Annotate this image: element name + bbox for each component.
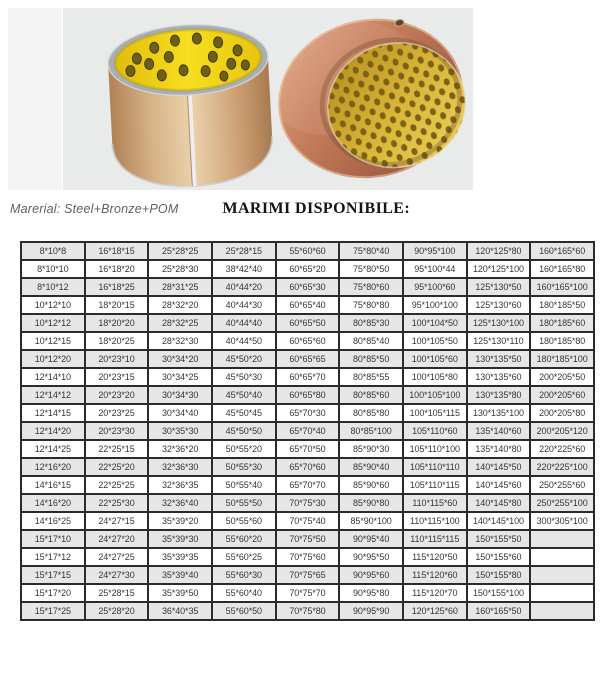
size-cell: 14*16*25	[21, 512, 85, 530]
size-cell: 12*14*15	[21, 404, 85, 422]
size-cell: 80*85*55	[339, 368, 403, 386]
size-cell: 220*225*100	[530, 458, 594, 476]
size-cell: 100*105*50	[403, 332, 467, 350]
size-cell: 90*95*50	[339, 548, 403, 566]
size-cell: 20*23*20	[85, 386, 149, 404]
size-cell: 10*12*20	[21, 350, 85, 368]
size-cell: 60*65*65	[276, 350, 340, 368]
size-cell: 75*80*50	[339, 260, 403, 278]
size-cell: 8*10*10	[21, 260, 85, 278]
size-cell: 14*16*15	[21, 476, 85, 494]
size-cell: 35*39*50	[148, 584, 212, 602]
size-cell: 250*255*60	[530, 476, 594, 494]
size-cell: 22*25*15	[85, 440, 149, 458]
size-cell: 50*55*60	[212, 512, 276, 530]
size-cell: 28*32*20	[148, 296, 212, 314]
table-row	[21, 278, 594, 296]
size-cell: 32*36*30	[148, 458, 212, 476]
size-cell: 36*40*35	[148, 602, 212, 620]
size-cell: 30*34*25	[148, 368, 212, 386]
size-cell: 85*90*40	[339, 458, 403, 476]
size-cell: 200*205*60	[530, 386, 594, 404]
size-cell: 25*28*20	[85, 602, 149, 620]
size-cell: 70*75*40	[276, 512, 340, 530]
size-cell: 75*80*40	[339, 242, 403, 260]
size-cell: 85*90*30	[339, 440, 403, 458]
size-cell: 12*14*10	[21, 368, 85, 386]
table-row	[21, 386, 594, 404]
size-cell: 135*140*80	[467, 440, 531, 458]
size-cell: 140*145*100	[467, 512, 531, 530]
size-cell: 22*25*30	[85, 494, 149, 512]
size-cell: 70*75*70	[276, 584, 340, 602]
size-cell: 110*115*60	[403, 494, 467, 512]
size-cell: 130*135*100	[467, 404, 531, 422]
size-cell: 85*90*100	[339, 512, 403, 530]
size-cell	[530, 566, 594, 584]
size-cell: 45*50*40	[212, 386, 276, 404]
size-cell: 90*95*40	[339, 530, 403, 548]
size-cell: 85*90*60	[339, 476, 403, 494]
size-cell: 16*18*25	[85, 278, 149, 296]
size-cell: 65*70*40	[276, 422, 340, 440]
size-cell: 180*185*60	[530, 314, 594, 332]
size-cell	[530, 548, 594, 566]
size-cell: 140*145*80	[467, 494, 531, 512]
size-cell: 10*12*12	[21, 314, 85, 332]
size-cell: 65*70*60	[276, 458, 340, 476]
size-cell: 80*85*60	[339, 386, 403, 404]
size-cell: 28*32*25	[148, 314, 212, 332]
table-row	[21, 584, 594, 602]
size-cell: 60*65*50	[276, 314, 340, 332]
size-cell: 300*305*100	[530, 512, 594, 530]
size-cell: 18*20*15	[85, 296, 149, 314]
size-cell: 100*104*50	[403, 314, 467, 332]
size-cell: 80*85*40	[339, 332, 403, 350]
size-cell: 160*165*100	[530, 278, 594, 296]
size-cell: 55*60*30	[212, 566, 276, 584]
size-cell: 105*110*60	[403, 422, 467, 440]
size-cell: 25*28*15	[212, 242, 276, 260]
size-cell: 32*36*40	[148, 494, 212, 512]
size-cell: 35*39*35	[148, 548, 212, 566]
table-row	[21, 260, 594, 278]
size-cell: 40*44*20	[212, 278, 276, 296]
size-cell: 80*85*80	[339, 404, 403, 422]
size-cell: 24*27*15	[85, 512, 149, 530]
size-cell: 110*115*100	[403, 512, 467, 530]
size-cell: 65*70*50	[276, 440, 340, 458]
table-row	[21, 566, 594, 584]
size-cell: 55*60*40	[212, 584, 276, 602]
size-cell: 60*65*70	[276, 368, 340, 386]
size-cell: 140*145*60	[467, 476, 531, 494]
page-title: MARIMI DISPONIBILE:	[222, 200, 411, 217]
size-cell: 80*85*30	[339, 314, 403, 332]
table-row	[21, 350, 594, 368]
size-cell: 75*80*80	[339, 296, 403, 314]
size-cell: 12*16*20	[21, 458, 85, 476]
size-cell: 14*16*20	[21, 494, 85, 512]
product-image-panel[interactable]	[63, 8, 473, 190]
size-cell: 115*120*60	[403, 566, 467, 584]
table-row	[21, 314, 594, 332]
size-cell: 40*44*40	[212, 314, 276, 332]
size-cell: 105*110*115	[403, 476, 467, 494]
size-cell: 220*225*60	[530, 440, 594, 458]
size-cell: 115*120*50	[403, 548, 467, 566]
table-row	[21, 440, 594, 458]
caption-row	[0, 196, 615, 222]
size-cell: 25*28*30	[148, 260, 212, 278]
size-cell: 90*95*90	[339, 602, 403, 620]
size-cell: 38*42*40	[212, 260, 276, 278]
size-cell: 85*90*80	[339, 494, 403, 512]
size-cell: 100*105*100	[403, 386, 467, 404]
table-row	[21, 368, 594, 386]
size-cell: 15*17*10	[21, 530, 85, 548]
size-cell: 160*165*60	[530, 242, 594, 260]
size-cell: 105*110*110	[403, 458, 467, 476]
size-cell: 70*75*60	[276, 548, 340, 566]
size-cell: 45*50*30	[212, 368, 276, 386]
size-cell: 16*18*20	[85, 260, 149, 278]
table-row	[21, 296, 594, 314]
size-cell: 120*125*100	[467, 260, 531, 278]
size-cell: 180*185*100	[530, 350, 594, 368]
size-cell: 45*50*20	[212, 350, 276, 368]
size-cell: 200*205*80	[530, 404, 594, 422]
size-cell: 12*14*25	[21, 440, 85, 458]
size-cell: 50*55*30	[212, 458, 276, 476]
size-cell: 25*28*15	[85, 584, 149, 602]
table-row	[21, 332, 594, 350]
size-cell: 24*27*20	[85, 530, 149, 548]
table-row	[21, 530, 594, 548]
size-cell: 125*130*110	[467, 332, 531, 350]
thumbnail-strip	[8, 8, 62, 190]
size-cell: 20*23*25	[85, 404, 149, 422]
size-cell: 20*23*30	[85, 422, 149, 440]
size-cell: 45*50*45	[212, 404, 276, 422]
size-cell: 125*130*50	[467, 278, 531, 296]
size-cell: 120*125*80	[467, 242, 531, 260]
size-cell: 140*145*50	[467, 458, 531, 476]
table-row	[21, 494, 594, 512]
size-cell: 150*155*100	[467, 584, 531, 602]
material-note: Marerial: Steel+Bronze+POM	[10, 202, 179, 216]
size-cell: 20*23*15	[85, 368, 149, 386]
size-cell: 90*95*100	[403, 242, 467, 260]
size-cell: 100*105*115	[403, 404, 467, 422]
size-cell: 180*185*50	[530, 296, 594, 314]
size-cell: 180*185*80	[530, 332, 594, 350]
size-cell	[530, 584, 594, 602]
size-cell: 32*36*20	[148, 440, 212, 458]
size-cell: 95*100*100	[403, 296, 467, 314]
size-cell	[530, 530, 594, 548]
size-cell: 30*34*20	[148, 350, 212, 368]
size-cell: 115*120*70	[403, 584, 467, 602]
size-cell: 95*100*60	[403, 278, 467, 296]
size-cell: 12*14*20	[21, 422, 85, 440]
size-cell: 110*115*115	[403, 530, 467, 548]
size-cell: 120*125*60	[403, 602, 467, 620]
size-cell: 160*165*50	[467, 602, 531, 620]
size-cell: 24*27*30	[85, 566, 149, 584]
bushing-front-image	[103, 18, 273, 190]
size-cell: 90*95*60	[339, 566, 403, 584]
size-cell: 80*85*100	[339, 422, 403, 440]
size-cell: 15*17*25	[21, 602, 85, 620]
size-cell: 30*34*30	[148, 386, 212, 404]
size-cell: 60*65*40	[276, 296, 340, 314]
size-cell: 60*65*20	[276, 260, 340, 278]
size-cell: 60*65*30	[276, 278, 340, 296]
table-row	[21, 602, 594, 620]
size-cell: 100*105*60	[403, 350, 467, 368]
table-row	[21, 422, 594, 440]
size-cell: 125*130*100	[467, 314, 531, 332]
size-cell: 70*75*50	[276, 530, 340, 548]
size-cell: 22*25*20	[85, 458, 149, 476]
size-cell: 70*75*30	[276, 494, 340, 512]
size-cell: 24*27*25	[85, 548, 149, 566]
size-cell: 8*10*8	[21, 242, 85, 260]
size-cell: 105*110*100	[403, 440, 467, 458]
size-cell: 150*155*50	[467, 530, 531, 548]
size-cell: 22*25*25	[85, 476, 149, 494]
sizes-table	[20, 241, 595, 621]
size-cell: 40*44*50	[212, 332, 276, 350]
size-cell: 60*65*80	[276, 386, 340, 404]
size-cell: 12*14*12	[21, 386, 85, 404]
size-cell: 30*35*30	[148, 422, 212, 440]
size-cell: 35*39*40	[148, 566, 212, 584]
size-cell: 15*17*12	[21, 548, 85, 566]
size-cell: 18*20*25	[85, 332, 149, 350]
size-cell: 28*31*25	[148, 278, 212, 296]
size-cell: 16*18*15	[85, 242, 149, 260]
size-cell: 60*65*60	[276, 332, 340, 350]
sizes-table-body	[21, 242, 594, 620]
size-cell: 30*34*40	[148, 404, 212, 422]
size-cell: 160*165*80	[530, 260, 594, 278]
size-cell: 65*70*70	[276, 476, 340, 494]
size-cell: 35*39*20	[148, 512, 212, 530]
size-cell: 200*205*120	[530, 422, 594, 440]
size-cell: 200*205*50	[530, 368, 594, 386]
size-cell: 55*60*50	[212, 602, 276, 620]
size-cell: 125*130*60	[467, 296, 531, 314]
size-cell: 15*17*15	[21, 566, 85, 584]
size-cell	[530, 602, 594, 620]
size-cell: 45*50*50	[212, 422, 276, 440]
table-row	[21, 404, 594, 422]
size-cell: 40*44*30	[212, 296, 276, 314]
size-cell: 150*155*80	[467, 566, 531, 584]
size-cell: 70*75*65	[276, 566, 340, 584]
size-cell: 135*140*60	[467, 422, 531, 440]
size-cell: 130*135*50	[467, 350, 531, 368]
bushing-angled-image	[275, 10, 471, 190]
size-cell: 95*100*44	[403, 260, 467, 278]
size-cell: 150*155*60	[467, 548, 531, 566]
size-cell: 55*60*20	[212, 530, 276, 548]
size-cell: 100*105*80	[403, 368, 467, 386]
size-cell: 50*55*20	[212, 440, 276, 458]
table-row	[21, 242, 594, 260]
size-cell: 130*135*80	[467, 386, 531, 404]
size-cell: 55*60*60	[276, 242, 340, 260]
size-cell: 32*36*35	[148, 476, 212, 494]
size-cell: 65*70*30	[276, 404, 340, 422]
size-cell: 55*60*25	[212, 548, 276, 566]
size-cell: 130*135*60	[467, 368, 531, 386]
size-cell: 28*32*30	[148, 332, 212, 350]
size-cell: 80*85*50	[339, 350, 403, 368]
size-cell: 250*255*100	[530, 494, 594, 512]
size-cell: 50*55*40	[212, 476, 276, 494]
size-cell: 10*12*15	[21, 332, 85, 350]
size-cell: 15*17*20	[21, 584, 85, 602]
size-cell: 10*12*10	[21, 296, 85, 314]
size-cell: 18*20*20	[85, 314, 149, 332]
size-cell: 25*28*25	[148, 242, 212, 260]
table-row	[21, 476, 594, 494]
table-row	[21, 512, 594, 530]
size-cell: 50*55*50	[212, 494, 276, 512]
size-cell: 20*23*10	[85, 350, 149, 368]
size-cell: 8*10*12	[21, 278, 85, 296]
size-cell: 70*75*80	[276, 602, 340, 620]
size-cell: 35*39*30	[148, 530, 212, 548]
table-row	[21, 458, 594, 476]
size-cell: 75*80*60	[339, 278, 403, 296]
table-row	[21, 548, 594, 566]
size-cell: 90*95*80	[339, 584, 403, 602]
